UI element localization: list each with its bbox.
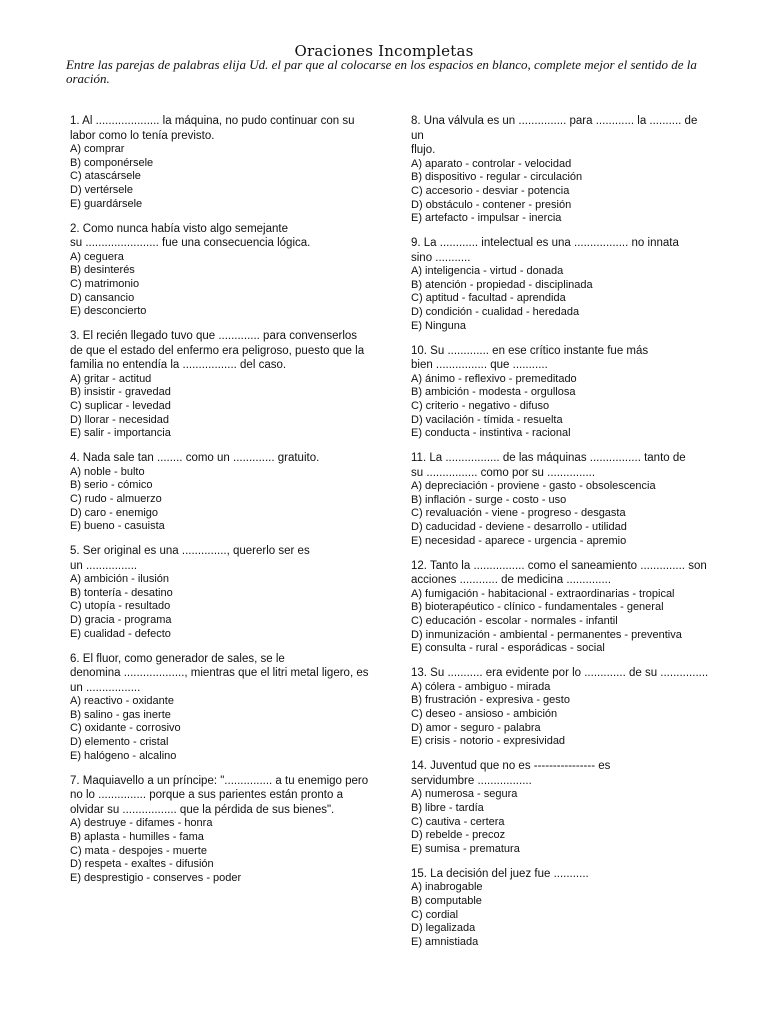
question-line: de que el estado del enfermo era peligroso, puesto que la bbox=[70, 344, 365, 357]
question-line: su ....................... fue una consecuencia lógica. bbox=[70, 237, 311, 250]
question-10 bbox=[411, 344, 711, 442]
question-line: denomina ..................., mientras que el litri metal ligero, es bbox=[70, 667, 369, 680]
question-line: un ................. bbox=[70, 681, 141, 694]
option: A) comprar bbox=[70, 143, 125, 155]
option: C) cordial bbox=[411, 908, 459, 921]
question-text bbox=[70, 222, 370, 251]
option: C) matrimonio bbox=[70, 277, 140, 290]
option: B) tontería - desatino bbox=[70, 586, 173, 599]
option: B) atención - propiedad - disciplinada bbox=[411, 278, 593, 291]
option: D) llorar - necesidad bbox=[70, 413, 170, 426]
option: B) insistir - gravedad bbox=[70, 386, 171, 399]
option: A) gritar - actitud bbox=[70, 372, 152, 385]
question-line: 7. Maquiavello a un príncipe: "............... a tu enemigo pero bbox=[70, 774, 369, 787]
option: E) guardársele bbox=[70, 197, 143, 210]
question-line: 1. Al .................... la máquina, no pudo continuar con su bbox=[70, 115, 355, 127]
option: A) inabrogable bbox=[411, 881, 483, 894]
option: D) gracia - programa bbox=[70, 614, 172, 627]
option: E) amnistiada bbox=[411, 935, 479, 948]
question-text bbox=[70, 114, 370, 143]
option: B) computable bbox=[411, 894, 482, 907]
option: B) componérsele bbox=[70, 156, 154, 169]
option: A) noble - bulto bbox=[70, 465, 145, 478]
option: C) mata - despojes - muerte bbox=[70, 844, 207, 857]
question-text bbox=[411, 559, 711, 588]
option: A) ceguera bbox=[70, 250, 124, 263]
question-text bbox=[411, 114, 711, 158]
question-text bbox=[411, 236, 711, 265]
question-11 bbox=[411, 451, 711, 549]
option: C) deseo - ansioso - ambición bbox=[411, 707, 558, 720]
option: C) suplicar - levedad bbox=[70, 399, 171, 412]
option: C) revaluación - viene - progreso - desgasta bbox=[411, 507, 626, 520]
question-line: 2. Como nunca había visto algo semejante bbox=[70, 222, 288, 235]
option: A) inteligencia - virtud - donada bbox=[411, 265, 564, 278]
left-column bbox=[70, 114, 370, 896]
instructions: Entre las parejas de palabras elija Ud. el par que al colocarse en los espacios en blanco, complete mejor el sentido de la oración. bbox=[66, 57, 697, 86]
option: E) necesidad - aparece - urgencia - apremio bbox=[411, 534, 627, 547]
option: C) rudo - almuerzo bbox=[70, 492, 162, 505]
option: D) caducidad - deviene - desarrollo - utilidad bbox=[411, 521, 627, 534]
option: A) cólera - ambiguo - mirada bbox=[411, 680, 551, 693]
question-4 bbox=[70, 451, 370, 534]
question-6 bbox=[70, 652, 370, 764]
option: E) cualidad - defecto bbox=[70, 627, 171, 640]
question-13 bbox=[411, 666, 711, 749]
option: D) inmunización - ambiental - permanentes - preventiva bbox=[411, 628, 682, 641]
option: E) desprestigio - conserves - poder bbox=[70, 871, 242, 884]
option: C) utopía - resultado bbox=[70, 600, 171, 613]
question-text bbox=[70, 329, 370, 373]
option: E) halógeno - alcalino bbox=[70, 749, 177, 762]
option: A) aparato - controlar - velocidad bbox=[411, 157, 572, 170]
option: E) bueno - casuista bbox=[70, 520, 165, 533]
option: B) ambición - modesta - orgullosa bbox=[411, 386, 576, 399]
question-text bbox=[411, 451, 711, 480]
question-line: flujo. bbox=[411, 144, 436, 156]
option: A) reactivo - oxidante bbox=[70, 695, 174, 708]
option: C) accesorio - desviar - potencia bbox=[411, 184, 570, 197]
option: C) criterio - negativo - difuso bbox=[411, 399, 550, 412]
option: B) bioterapéutico - clínico - fundamentales - general bbox=[411, 601, 664, 614]
option: B) inflación - surge - costo - uso bbox=[411, 493, 567, 506]
option: A) depreciación - proviene - gasto - obsolescencia bbox=[411, 480, 656, 493]
question-12 bbox=[411, 559, 711, 657]
option: E) crisis - notorio - expresividad bbox=[411, 735, 566, 748]
question-line: 3. El recién llegado tuvo que ............. para convenserlos bbox=[70, 330, 358, 343]
question-line: sino ........... bbox=[411, 251, 471, 264]
question-line: bien ................ que ........... bbox=[411, 359, 548, 372]
option: C) cautiva - certera bbox=[411, 815, 505, 828]
question-text bbox=[411, 759, 711, 788]
question-line: servidumbre ................. bbox=[411, 774, 532, 787]
question-line: 9. La ............ intelectual es una ................. no innata bbox=[411, 237, 679, 250]
option: D) respeta - exaltes - difusión bbox=[70, 858, 214, 871]
option: A) numerosa - segura bbox=[411, 788, 518, 801]
option: D) elemento - cristal bbox=[70, 736, 169, 749]
question-line: familia no entendía la ................. del caso. bbox=[70, 359, 287, 372]
option: B) aplasta - humilles - fama bbox=[70, 830, 204, 843]
option: E) artefacto - impulsar - inercia bbox=[411, 212, 562, 225]
question-line: 4. Nada sale tan ........ como un ............. gratuito. bbox=[70, 452, 320, 465]
option: E) sumisa - prematura bbox=[411, 842, 520, 855]
question-line: 11. La ................. de las máquinas ................ tanto de bbox=[411, 452, 686, 465]
option: A) fumigación - habitacional - extraordinarias - tropical bbox=[411, 587, 675, 600]
option: A) ambición - ilusión bbox=[70, 573, 170, 586]
option: B) frustración - expresiva - gesto bbox=[411, 694, 570, 707]
option: D) amor - seguro - palabra bbox=[411, 721, 541, 734]
option: C) educación - escolar - normales - infantil bbox=[411, 614, 618, 627]
option: E) conducta - instintiva - racional bbox=[411, 427, 571, 440]
question-text bbox=[70, 774, 370, 818]
option: C) oxidante - corrosivo bbox=[70, 722, 181, 735]
option: E) Ninguna bbox=[411, 319, 467, 332]
option: D) legalizada bbox=[411, 922, 476, 935]
question-line: 8. Una válvula es un ............... para ............ la .......... de un bbox=[411, 115, 698, 142]
question-line: acciones ............ de medicina .............. bbox=[411, 574, 612, 587]
option: B) libre - tardía bbox=[411, 801, 484, 814]
question-2 bbox=[70, 222, 370, 320]
option: E) consulta - rural - esporádicas - social bbox=[411, 642, 605, 655]
option: D) vertérsele bbox=[70, 184, 133, 197]
question-line: 15. La decisión del juez fue ........... bbox=[411, 867, 589, 880]
option: E) desconcierto bbox=[70, 305, 147, 318]
option: D) caro - enemigo bbox=[70, 506, 159, 519]
option: A) destruye - difames - honra bbox=[70, 817, 213, 830]
question-5 bbox=[70, 544, 370, 642]
option: B) serio - cómico bbox=[70, 479, 153, 492]
question-text bbox=[411, 344, 711, 373]
question-15 bbox=[411, 867, 711, 950]
question-text bbox=[411, 666, 711, 681]
option: D) rebelde - precoz bbox=[411, 829, 506, 842]
option: C) atascársele bbox=[70, 170, 141, 183]
right-column bbox=[411, 114, 711, 960]
option: B) desinterés bbox=[70, 264, 135, 277]
question-line: 12. Tanto la ................ como el saneamiento .............. son bbox=[411, 559, 707, 572]
option: D) cansancio bbox=[70, 291, 135, 304]
question-line: su ................ como por su ............... bbox=[411, 466, 596, 479]
question-line: 5. Ser original es una .............., quererlo ser es bbox=[70, 545, 310, 558]
option: B) dispositivo - regular - circulación bbox=[411, 171, 583, 184]
option: A) ánimo - reflexivo - premeditado bbox=[411, 372, 577, 385]
option: D) vacilación - tímida - resuelta bbox=[411, 413, 563, 426]
question-1 bbox=[70, 114, 370, 212]
option: E) salir - importancia bbox=[70, 427, 171, 440]
question-line: un ................ bbox=[70, 559, 138, 572]
question-9 bbox=[411, 236, 711, 334]
question-line: labor como lo tenía previsto. bbox=[70, 129, 215, 142]
page-title: Oraciones Incompletas bbox=[294, 42, 474, 60]
question-line: olvidar su ................. que la pérdida de sus bienes". bbox=[70, 803, 335, 816]
option: D) condición - cualidad - heredada bbox=[411, 306, 580, 319]
question-line: no lo ............... porque a sus parientes están pronto a bbox=[70, 789, 343, 802]
question-text bbox=[70, 544, 370, 573]
question-3 bbox=[70, 329, 370, 441]
question-text bbox=[70, 451, 370, 466]
question-7 bbox=[70, 774, 370, 886]
question-text bbox=[70, 652, 370, 696]
question-14 bbox=[411, 759, 711, 857]
question-8 bbox=[411, 114, 711, 226]
question-text bbox=[411, 867, 711, 882]
question-line: 6. El fluor, como generador de sales, se le bbox=[70, 652, 285, 665]
option: D) obstáculo - contener - presión bbox=[411, 198, 572, 211]
question-line: 10. Su ............. en ese crítico instante fue más bbox=[411, 344, 649, 357]
option: B) salino - gas inerte bbox=[70, 708, 171, 721]
option: C) aptitud - facultad - aprendida bbox=[411, 292, 566, 305]
question-line: 13. Su ........... era evidente por lo ............. de su ............... bbox=[411, 667, 709, 680]
question-line: 14. Juventud que no es ---------------- es bbox=[411, 760, 611, 773]
